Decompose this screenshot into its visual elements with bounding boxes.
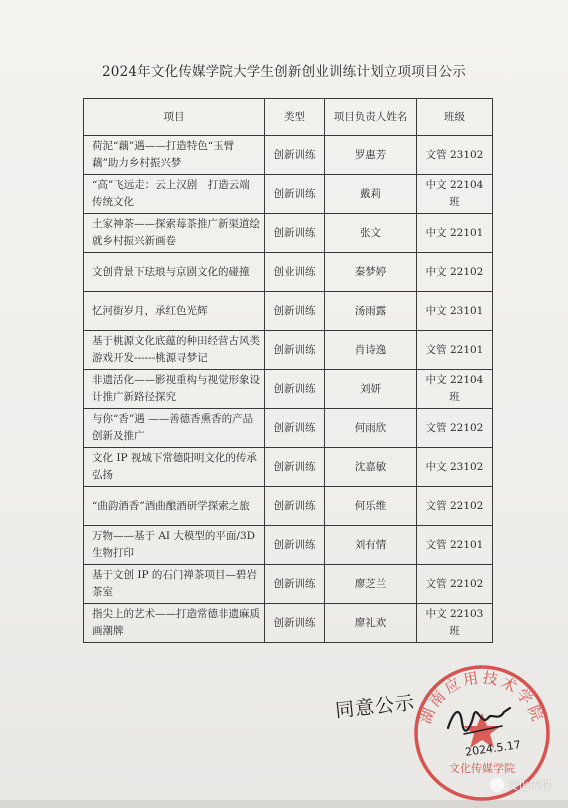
- project-leader-cell: 张文: [325, 214, 417, 253]
- project-name-cell: “高”飞远走：云上汉剧 打造云端传统文化: [84, 175, 265, 214]
- project-name-cell: 荷泥“藕”遇——打造特色“玉臂藕”助力乡村振兴梦: [84, 136, 265, 175]
- class-cell: 中文 22104 班: [417, 175, 493, 214]
- table-row: [84, 253, 493, 292]
- project-name-cell: 土家神茶——探索莓茶推广新渠道绘就乡村振兴新画卷: [84, 214, 265, 253]
- project-type-cell: 创业训练: [265, 253, 325, 292]
- project-name-cell: 指尖上的艺术——打造常德非遗麻质画潮牌: [84, 604, 265, 643]
- project-leader-cell: 何乐维: [325, 487, 417, 526]
- table-row: [84, 448, 493, 487]
- approval-date: 2024.5.17: [464, 738, 522, 759]
- project-type-cell: 创新训练: [265, 175, 325, 214]
- project-leader-cell: 廖礼欢: [325, 604, 417, 643]
- table-row: [84, 604, 493, 643]
- project-name-cell: 万物——基于 AI 大模型的平面/3D生物打印: [84, 526, 265, 565]
- table-row: [84, 409, 493, 448]
- class-cell: 文管 22102: [417, 487, 493, 526]
- source-watermark: [490, 777, 551, 793]
- class-cell: 中文 23102: [417, 448, 493, 487]
- project-table: [83, 98, 493, 643]
- table-row: [84, 565, 493, 604]
- table-row: [84, 292, 493, 331]
- table-row: [84, 331, 493, 370]
- project-type-cell: 创新训练: [265, 136, 325, 175]
- project-name-cell: “曲韵酒香”酒曲酿酒研学探索之旅: [84, 487, 265, 526]
- class-cell: 文管 22101: [417, 331, 493, 370]
- header-type: 类型: [265, 99, 325, 136]
- project-type-cell: 创新训练: [265, 487, 325, 526]
- project-type-cell: 创新训练: [265, 448, 325, 487]
- approval-note: 同意公示: [334, 691, 417, 723]
- table-row: [84, 214, 493, 253]
- project-name-cell: 与你“香”遇 ——善德香熏香的产品创新及推广: [84, 409, 265, 448]
- class-cell: 中文 22101: [417, 214, 493, 253]
- header-leader: 项目负责人姓名: [325, 99, 417, 136]
- class-cell: 文管 23102: [417, 136, 493, 175]
- class-cell: 文管 22101: [417, 526, 493, 565]
- project-leader-cell: 何雨欣: [325, 409, 417, 448]
- project-leader-cell: 罗惠芳: [325, 136, 417, 175]
- table-row: [84, 526, 493, 565]
- table-body: [84, 136, 493, 643]
- project-type-cell: 创新训练: [265, 292, 325, 331]
- project-type-cell: 创新训练: [265, 214, 325, 253]
- svg-text:文化传媒学院: 文化传媒学院: [449, 762, 515, 775]
- project-type-cell: 创新训练: [265, 604, 325, 643]
- project-name-cell: 忆河街岁月，承红色光辉: [84, 292, 265, 331]
- table-row: [84, 370, 493, 409]
- project-name-cell: 基于文创 IP 的石门禅茶项目—碧岩茶室: [84, 565, 265, 604]
- class-cell: 文管 22102: [417, 565, 493, 604]
- project-leader-cell: 刘妍: [325, 370, 417, 409]
- header-class: 班级: [417, 99, 493, 136]
- project-name-cell: 文创背景下珐琅与京剧文化的碰撞: [84, 253, 265, 292]
- watermark-text: 文化传媒: [507, 779, 551, 792]
- project-leader-cell: 沈嘉敏: [325, 448, 417, 487]
- class-cell: 中文 22102: [417, 253, 493, 292]
- project-type-cell: 创新训练: [265, 331, 325, 370]
- header-project: 项目: [84, 99, 265, 136]
- class-cell: 中文 22103 班: [417, 604, 493, 643]
- project-leader-cell: 秦梦婷: [325, 253, 417, 292]
- project-name-cell: 非遗活化——影视重构与视觉形象设计推广新路径探究: [84, 370, 265, 409]
- project-type-cell: 创新训练: [265, 526, 325, 565]
- handwritten-signature: [444, 700, 514, 740]
- table-row: [84, 487, 493, 526]
- project-type-cell: 创新训练: [265, 565, 325, 604]
- project-name-cell: 基于桃源文化底蕴的种田经营古风类游戏开发------桃源寻梦记: [84, 331, 265, 370]
- project-leader-cell: 刘有情: [325, 526, 417, 565]
- table-row: [84, 175, 493, 214]
- project-leader-cell: 戴莉: [325, 175, 417, 214]
- project-type-cell: 创新训练: [265, 370, 325, 409]
- project-leader-cell: 肖诗逸: [325, 331, 417, 370]
- table-header-row: [84, 99, 493, 136]
- watermark-logo-icon: [490, 778, 504, 792]
- project-leader-cell: 汤雨露: [325, 292, 417, 331]
- class-cell: 中文 23101: [417, 292, 493, 331]
- class-cell: 文管 22102: [417, 409, 493, 448]
- project-name-cell: 文化 IP 视域下常德阳明文化的传承弘扬: [84, 448, 265, 487]
- table-row: [84, 136, 493, 175]
- project-leader-cell: 廖芝兰: [325, 565, 417, 604]
- class-cell: 中文 22104 班: [417, 370, 493, 409]
- project-type-cell: 创新训练: [265, 409, 325, 448]
- svg-text:湖南应用技术学院: 湖南应用技术学院: [416, 668, 548, 727]
- document-title: 2024年文化传媒学院大学生创新创业训练计划立项项目公示: [102, 64, 466, 80]
